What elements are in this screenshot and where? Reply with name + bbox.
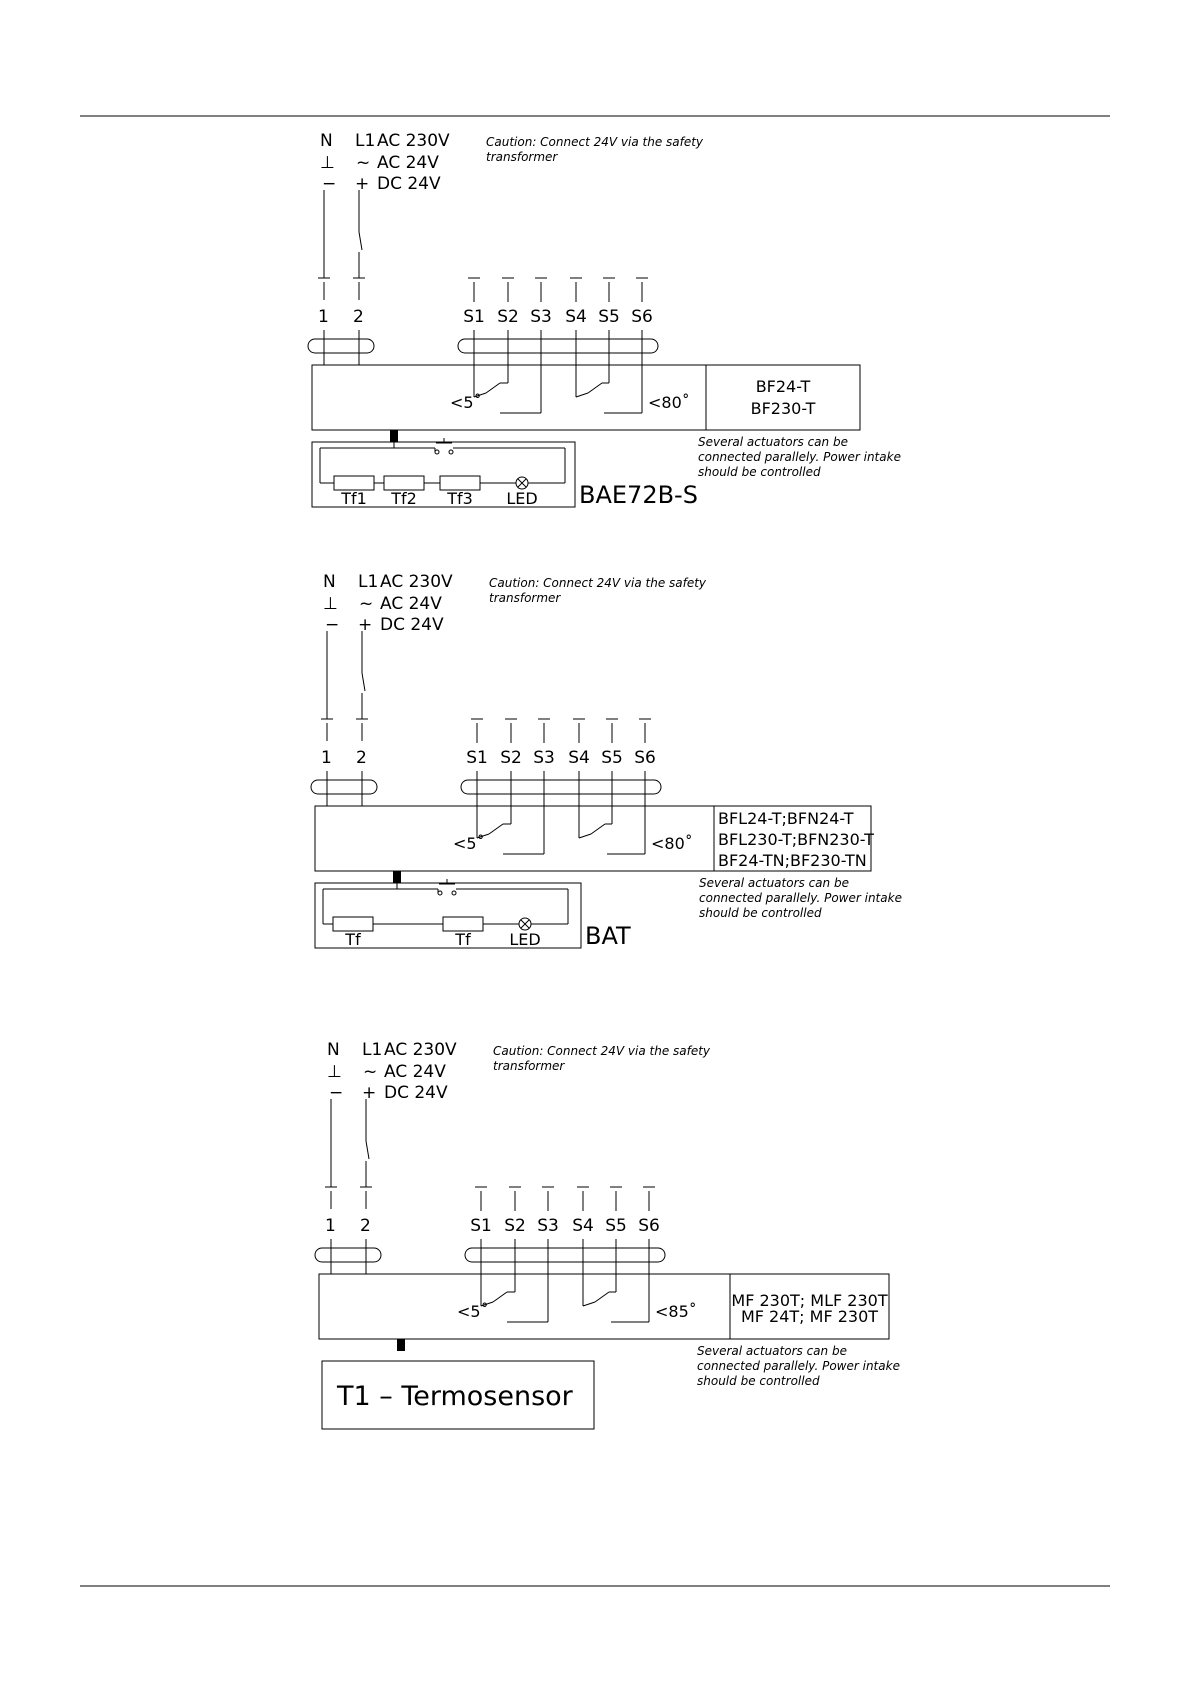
model-name: BFL24-T;BFN24-T xyxy=(718,809,854,828)
label-dc24: DC 24V xyxy=(377,174,441,194)
terminal-2: 2 xyxy=(360,1216,371,1236)
thermal-fuse xyxy=(443,917,483,931)
terminal-2: 2 xyxy=(353,307,364,327)
label-n: N xyxy=(320,131,333,151)
caution-text: transformer xyxy=(489,591,561,605)
label-l1: L1 xyxy=(358,572,379,592)
switch-terminal-s6: S6 xyxy=(631,307,653,327)
note-text: connected parallely. Power intake xyxy=(697,1359,900,1373)
termosensor-label: T1 – Termosensor xyxy=(337,1381,573,1412)
contact-s4 xyxy=(583,1302,595,1306)
switch-terminal-s4: S4 xyxy=(565,307,587,327)
angle-low-label: <5˚ xyxy=(453,834,485,853)
switch-l1 xyxy=(362,673,365,691)
switch-terminal-s4: S4 xyxy=(572,1216,594,1236)
note-text: Several actuators can be xyxy=(699,876,849,890)
label-ac230: AC 230V xyxy=(380,572,453,592)
model-name: BF24-T xyxy=(755,377,811,396)
thermal-fuse xyxy=(334,476,374,490)
diagram-2 xyxy=(311,572,902,950)
model-name: BF230-T xyxy=(750,399,816,418)
sensor-module-name: BAT xyxy=(585,922,631,950)
switch-terminal-s5: S5 xyxy=(601,748,623,768)
fuse-label: Tf3 xyxy=(447,489,473,508)
label-n: N xyxy=(327,1040,340,1060)
switch-terminal-s6: S6 xyxy=(634,748,656,768)
switch-blade-1 xyxy=(493,1292,507,1302)
label-ac230: AC 230V xyxy=(377,131,450,151)
plus-symbol: + xyxy=(358,615,373,635)
terminal-1: 1 xyxy=(321,748,332,768)
angle-high-label: <80˚ xyxy=(651,834,693,853)
angle-high-label: <85˚ xyxy=(655,1302,697,1321)
note-text: connected parallely. Power intake xyxy=(698,450,901,464)
plus-symbol: + xyxy=(355,174,370,194)
cable-gland-switches xyxy=(461,780,661,794)
switch-blade-2 xyxy=(595,1292,609,1302)
switch-blade-2 xyxy=(588,383,602,393)
terminal-1: 1 xyxy=(318,307,329,327)
button-contact-left xyxy=(438,891,442,895)
caution-text: Caution: Connect 24V via the safety xyxy=(493,1044,711,1058)
diagrams-layer xyxy=(308,131,902,1429)
note-text: connected parallely. Power intake xyxy=(699,891,902,905)
caution-text: Caution: Connect 24V via the safety xyxy=(486,135,704,149)
fuse-label: Tf1 xyxy=(341,489,367,508)
caution-text: Caution: Connect 24V via the safety xyxy=(489,576,707,590)
switch-terminal-s3: S3 xyxy=(537,1216,559,1236)
minus-symbol: − xyxy=(325,615,340,635)
actuator-body xyxy=(312,365,860,430)
switch-blade-1 xyxy=(489,824,503,834)
angle-low-label: <5˚ xyxy=(450,393,482,412)
switch-terminal-s6: S6 xyxy=(638,1216,660,1236)
switch-terminal-s1: S1 xyxy=(463,307,485,327)
contact-s4 xyxy=(579,834,591,838)
note-text: Several actuators can be xyxy=(698,435,848,449)
ground-symbol: ⊥ xyxy=(323,594,338,614)
switch-blade-1 xyxy=(486,383,500,393)
switch-terminal-s4: S4 xyxy=(568,748,590,768)
label-ac24: AC 24V xyxy=(380,594,442,614)
label-l1: L1 xyxy=(362,1040,383,1060)
cable-gland-switches xyxy=(458,339,658,353)
label-ac24: AC 24V xyxy=(377,153,439,173)
led-label: LED xyxy=(506,489,538,508)
switch-terminal-s1: S1 xyxy=(470,1216,492,1236)
switch-terminal-s5: S5 xyxy=(605,1216,627,1236)
connector-block xyxy=(390,430,398,442)
angle-high-label: <80˚ xyxy=(648,393,690,412)
diagram-1 xyxy=(308,131,901,509)
terminal-2: 2 xyxy=(356,748,367,768)
ac-symbol: ~ xyxy=(356,153,371,173)
thermal-fuse xyxy=(333,917,373,931)
switch-terminal-s3: S3 xyxy=(530,307,552,327)
label-dc24: DC 24V xyxy=(384,1083,448,1103)
terminal-1: 1 xyxy=(325,1216,336,1236)
model-name: MF 230T; MLF 230T xyxy=(731,1291,888,1310)
ac-symbol: ~ xyxy=(363,1062,378,1082)
minus-symbol: − xyxy=(322,174,337,194)
label-ac24: AC 24V xyxy=(384,1062,446,1082)
caution-text: transformer xyxy=(493,1059,565,1073)
minus-symbol: − xyxy=(329,1083,344,1103)
plus-symbol: + xyxy=(362,1083,377,1103)
button-contact-left xyxy=(435,450,439,454)
label-dc24: DC 24V xyxy=(380,615,444,635)
model-name: MF 24T; MF 230T xyxy=(740,1307,879,1326)
led-label: LED xyxy=(509,930,541,949)
connector-block xyxy=(397,1339,405,1351)
thermal-fuse xyxy=(384,476,424,490)
switch-l1 xyxy=(366,1141,369,1159)
label-n: N xyxy=(323,572,336,592)
cable-gland-switches xyxy=(465,1248,665,1262)
angle-low-label: <5˚ xyxy=(457,1302,489,1321)
model-name: BFL230-T;BFN230-T xyxy=(718,830,874,849)
note-text: Several actuators can be xyxy=(697,1344,847,1358)
switch-terminal-s2: S2 xyxy=(504,1216,526,1236)
note-text: should be controlled xyxy=(697,1374,820,1388)
label-l1: L1 xyxy=(355,131,376,151)
fuse-label: Tf xyxy=(455,930,471,949)
cable-gland-power xyxy=(315,1248,381,1262)
button-contact-right xyxy=(452,891,456,895)
label-ac230: AC 230V xyxy=(384,1040,457,1060)
diagram-3 xyxy=(315,1040,900,1429)
cable-gland-power xyxy=(308,339,374,353)
switch-blade-2 xyxy=(591,824,605,834)
switch-l1 xyxy=(359,232,362,250)
ground-symbol: ⊥ xyxy=(320,153,335,173)
cable-gland-power xyxy=(311,780,377,794)
thermal-fuse xyxy=(440,476,480,490)
sensor-module-name: BAE72B-S xyxy=(579,481,698,509)
fuse-label: Tf2 xyxy=(391,489,417,508)
contact-s4 xyxy=(576,393,588,397)
ac-symbol: ~ xyxy=(359,594,374,614)
switch-terminal-s5: S5 xyxy=(598,307,620,327)
caution-text: transformer xyxy=(486,150,558,164)
switch-terminal-s3: S3 xyxy=(533,748,555,768)
ground-symbol: ⊥ xyxy=(327,1062,342,1082)
button-contact-right xyxy=(449,450,453,454)
fuse-label: Tf xyxy=(345,930,361,949)
note-text: should be controlled xyxy=(699,906,822,920)
note-text: should be controlled xyxy=(698,465,821,479)
model-name: BF24-TN;BF230-TN xyxy=(718,851,867,870)
switch-terminal-s1: S1 xyxy=(466,748,488,768)
switch-terminal-s2: S2 xyxy=(497,307,519,327)
connector-block xyxy=(393,871,401,883)
switch-terminal-s2: S2 xyxy=(500,748,522,768)
